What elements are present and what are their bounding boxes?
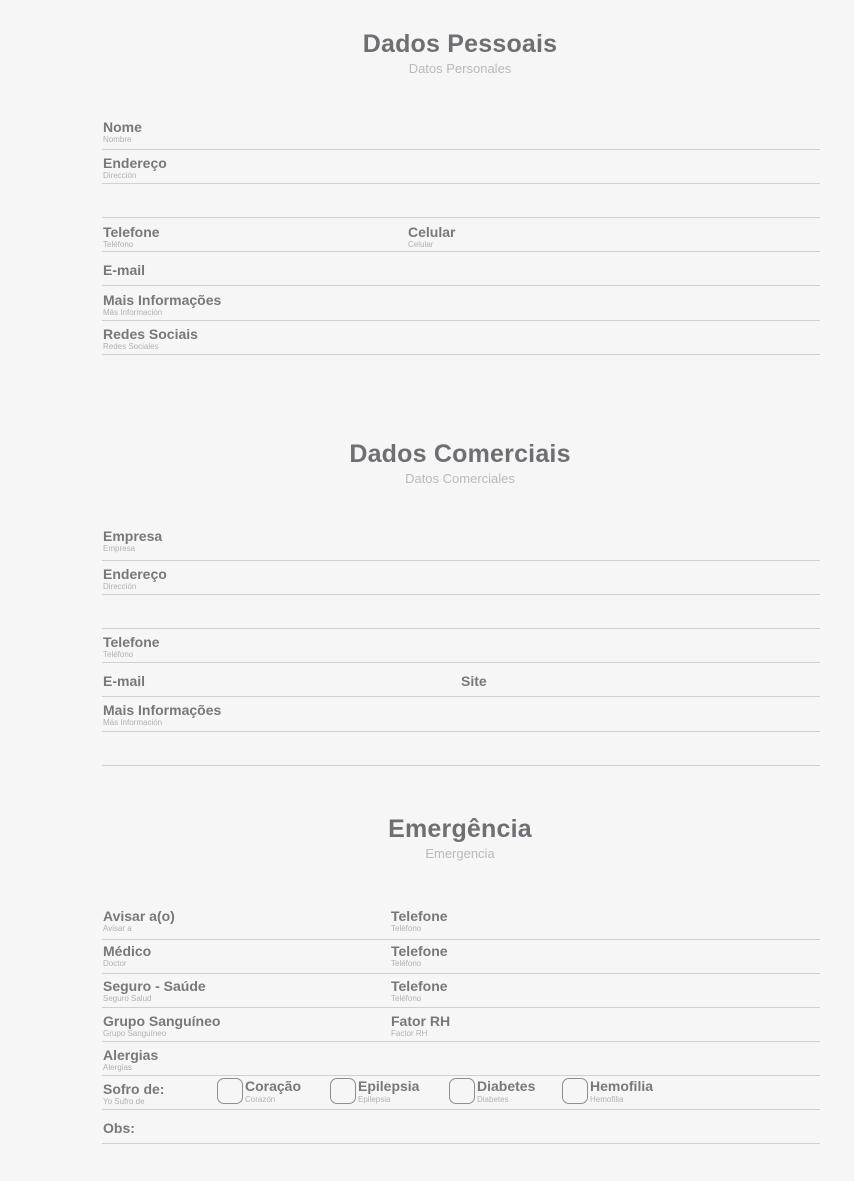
celular-sublabel: Celular xyxy=(408,240,434,249)
mais-informacoes-comercial-label: Mais Informações xyxy=(103,702,222,718)
telefone-sublabel: Teléfono xyxy=(103,240,134,249)
obs-field[interactable] xyxy=(102,1110,820,1144)
telefone-medico-sublabel: Teléfono xyxy=(391,959,422,968)
condition-epilepsia[interactable] xyxy=(330,1078,419,1105)
email-comercial-field[interactable] xyxy=(103,669,145,689)
emergency-subtitle: Emergencia xyxy=(425,846,495,861)
commercial-title: Dados Comerciais xyxy=(349,440,571,468)
telefone-seguro-field[interactable] xyxy=(391,978,448,1004)
telefone-medico-field[interactable] xyxy=(391,943,448,969)
epilepsia-sublabel: Epilepsia xyxy=(358,1095,391,1104)
medico-sublabel: Doctor xyxy=(103,959,127,968)
commercial-heading xyxy=(0,440,854,486)
site-label: Site xyxy=(461,673,487,689)
commercial-subtitle: Datos Comerciales xyxy=(405,471,515,486)
fator-rh-label: Fator RH xyxy=(391,1013,451,1029)
telefone-avisar-label: Telefone xyxy=(391,908,448,924)
personal-title: Dados Pessoais xyxy=(362,30,558,58)
nome-label: Nome xyxy=(103,119,142,135)
fator-rh-field[interactable] xyxy=(391,1013,450,1039)
seguro-sublabel: Seguro Salud xyxy=(103,994,152,1003)
alergias-field[interactable] xyxy=(102,1042,820,1076)
telefone-comercial-field[interactable] xyxy=(102,629,820,663)
redes-sociais-field[interactable] xyxy=(102,321,820,355)
coracao-label: Coração xyxy=(245,1078,302,1094)
celular-label: Celular xyxy=(408,224,456,240)
endereco-comercial-line-2[interactable] xyxy=(102,595,820,629)
alergias-label: Alergias xyxy=(103,1047,159,1063)
diabetes-checkbox[interactable] xyxy=(449,1078,475,1104)
epilepsia-checkbox[interactable] xyxy=(330,1078,356,1104)
sofro-de-field xyxy=(103,1081,164,1107)
telefone-comercial-sublabel: Teléfono xyxy=(103,650,134,659)
seguro-telefone-row xyxy=(102,974,820,1008)
mais-informacoes-sublabel: Más Información xyxy=(103,308,163,317)
fator-rh-sublabel: Factor RH xyxy=(391,1029,428,1038)
endereco-line-2[interactable] xyxy=(102,184,820,218)
telefone-medico-label: Telefone xyxy=(391,943,448,959)
telefone-avisar-sublabel: Teléfono xyxy=(391,924,422,933)
condition-hemofilia[interactable] xyxy=(562,1078,653,1105)
avisar-label: Avisar a(o) xyxy=(103,908,175,924)
sofro-de-sublabel: Yo Sufro de xyxy=(103,1097,145,1106)
seguro-label: Seguro - Saúde xyxy=(103,978,206,994)
epilepsia-label: Epilepsia xyxy=(358,1078,420,1094)
hemofilia-checkbox[interactable] xyxy=(562,1078,588,1104)
hemofilia-sublabel: Hemofilia xyxy=(590,1095,624,1104)
empresa-label: Empresa xyxy=(103,528,163,544)
coracao-checkbox[interactable] xyxy=(217,1078,243,1104)
endereco-field[interactable] xyxy=(102,150,820,184)
mais-informacoes-comercial-field[interactable] xyxy=(102,697,820,732)
medico-label: Médico xyxy=(103,943,152,959)
endereco-comercial-label: Endereço xyxy=(103,566,167,582)
avisar-telefone-row xyxy=(102,908,820,940)
avisar-field[interactable] xyxy=(103,908,175,934)
coracao-sublabel: Corazón xyxy=(245,1095,276,1104)
telefone-label: Telefone xyxy=(103,224,160,240)
site-field[interactable] xyxy=(461,669,487,689)
endereco-comercial-field[interactable] xyxy=(102,561,820,595)
seguro-field[interactable] xyxy=(103,978,206,1004)
personal-heading xyxy=(0,30,854,76)
diabetes-sublabel: Diabetes xyxy=(477,1095,509,1104)
mais-informacoes-comercial-line-2[interactable] xyxy=(102,732,820,766)
condition-diabetes[interactable] xyxy=(449,1078,535,1105)
telefone-seguro-sublabel: Teléfono xyxy=(391,994,422,1003)
redes-sociais-label: Redes Sociais xyxy=(103,326,198,342)
grupo-sanguineo-sublabel: Grupo Sanguíneo xyxy=(103,1029,167,1038)
nome-field[interactable] xyxy=(102,119,820,150)
endereco-label: Endereço xyxy=(103,155,167,171)
endereco-comercial-sublabel: Dirección xyxy=(103,582,137,591)
endereco-sublabel: Dirección xyxy=(103,171,137,180)
email-field[interactable] xyxy=(102,252,820,286)
hemofilia-label: Hemofilia xyxy=(590,1078,654,1094)
grupo-sanguineo-label: Grupo Sanguíneo xyxy=(103,1013,221,1029)
emergency-heading xyxy=(0,815,854,861)
telefone-field[interactable] xyxy=(103,224,160,250)
empresa-field[interactable] xyxy=(102,528,820,561)
grupo-fator-row xyxy=(102,1008,820,1042)
mais-informacoes-label: Mais Informações xyxy=(103,292,222,308)
condition-coracao[interactable] xyxy=(217,1078,301,1105)
mais-informacoes-field[interactable] xyxy=(102,286,820,321)
sofro-de-label: Sofro de: xyxy=(103,1081,165,1097)
telefone-avisar-field[interactable] xyxy=(391,908,448,934)
email-label: E-mail xyxy=(103,262,146,278)
avisar-sublabel: Avisar a xyxy=(103,924,132,933)
celular-field[interactable] xyxy=(408,224,455,250)
mais-informacoes-comercial-sublabel: Más Información xyxy=(103,718,163,727)
telefone-seguro-label: Telefone xyxy=(391,978,448,994)
email-comercial-label: E-mail xyxy=(103,673,146,689)
sofro-de-row xyxy=(102,1076,820,1110)
telefone-celular-row xyxy=(102,218,820,252)
nome-sublabel: Nombre xyxy=(103,135,132,144)
empresa-sublabel: Empresa xyxy=(103,544,136,553)
telefone-comercial-label: Telefone xyxy=(103,634,160,650)
redes-sociais-sublabel: Redes Sociales xyxy=(103,342,159,351)
obs-label: Obs: xyxy=(103,1120,135,1136)
personal-subtitle: Datos Personales xyxy=(408,61,512,76)
medico-field[interactable] xyxy=(103,943,151,969)
medico-telefone-row xyxy=(102,940,820,974)
grupo-sanguineo-field[interactable] xyxy=(103,1013,220,1039)
alergias-sublabel: Alergias xyxy=(103,1063,132,1072)
diabetes-label: Diabetes xyxy=(477,1078,536,1094)
email-site-row xyxy=(102,663,820,697)
emergency-title: Emergência xyxy=(388,815,532,843)
